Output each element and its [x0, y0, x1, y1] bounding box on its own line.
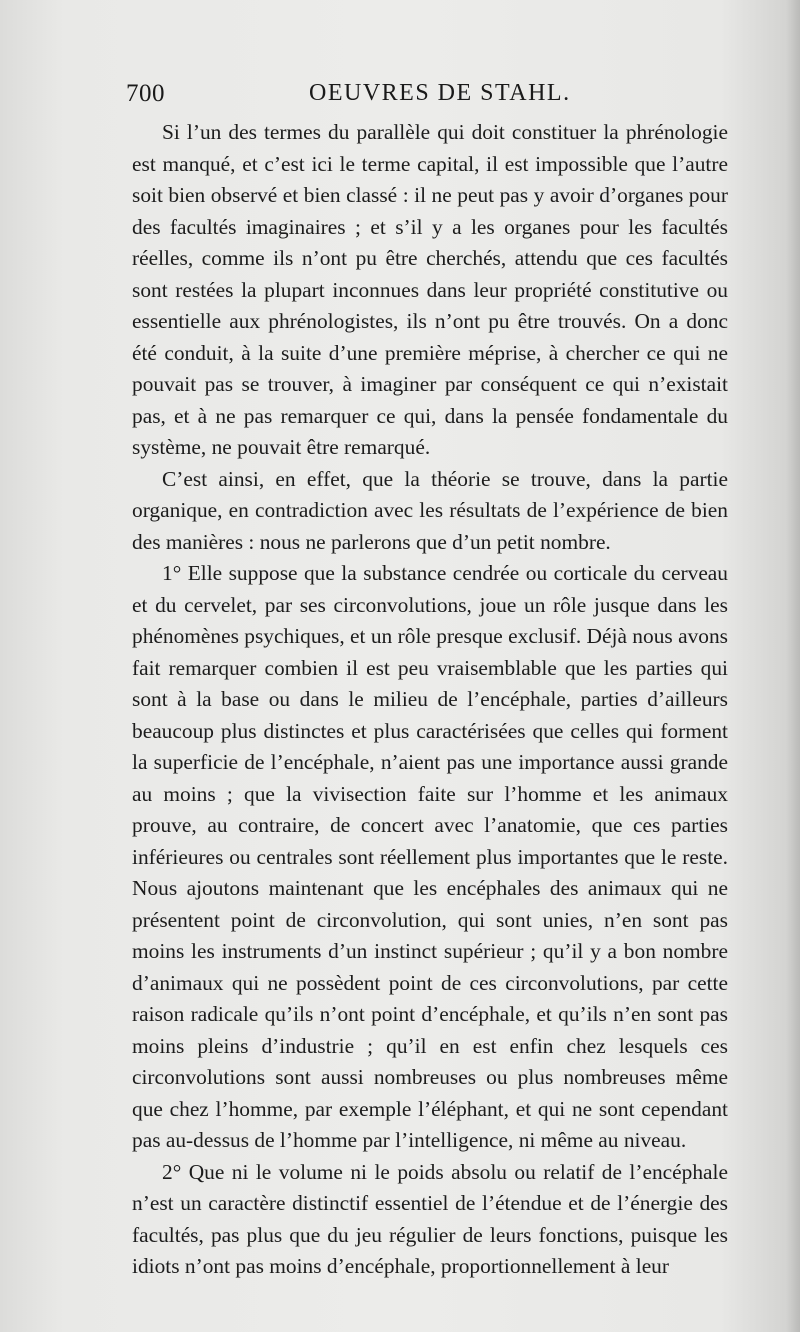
paragraph-1: Si l’un des termes du parallèle qui doit constituer la phrénologie est manqué, et c’est ici le terme capital, il est impossible que l’autre soit bien observé et bien classé : il ne peut pas y avoir d’organes pour des facultés imaginaires ; et s’il y a les organes pour les facultés réelles, comme ils n’ont pu être cherchés, attendu que ces facultés sont restées la plupart inconnues dans leur propriété constitutive ou essentielle aux phrénologistes, ils n’ont pu être trouvés. On a donc été conduit, à la suite d’une première méprise, à chercher ce qui ne pouvait pas se trouver, à imaginer par conséquent ce qui n’existait pas, et à ne pas remarquer ce qui, dans la pensée fondamentale du système, ne pouvait être remarqué.	[132, 120, 728, 459]
paragraph-2: C’est ainsi, en effet, que la théorie se trouve, dans la partie organique, en contradiction avec les résultats de l’expérience de bien des manières : nous ne parlerons que d’un petit nombre.	[132, 466, 728, 554]
page-number: 700	[126, 80, 165, 107]
running-title: OEUVRES DE STAHL.	[309, 80, 571, 106]
page-edge-shadow	[786, 0, 800, 1332]
page-header	[126, 80, 726, 114]
paragraph-3: 1° Elle suppose que la substance cendrée ou corticale du cerveau et du cervelet, par ses circonvolutions, joue un rôle jusque dans les phénomènes psychiques, et un rôle presque exclusif. Déjà nous avons fait remarquer combien il est peu vraisemblable que les parties qui sont à la base ou dans le milieu de l’encéphale, parties d’ailleurs beaucoup plus distinctes et plus caractérisées que celles qui forment la superficie de l’encéphale, n’aient pas une importance aussi grande au moins ; que la vivisection faite sur l’homme et les animaux prouve, au contraire, de concert avec l’anatomie, que ces parties inférieures ou centrales sont réellement plus importantes que le reste. Nous ajoutons maintenant que les encéphales des animaux qui ne présentent point de circonvolution, qui sont unies, n’en sont pas moins les instruments d’un instinct supérieur ; qu’il y a bon nombre d’animaux qui ne possèdent point de ces circonvolutions, par cette raison radicale qu’ils n’ont point d’encéphale, et qu’ils n’en sont pas moins pleins d’industrie ; qu’il en est enfin chez lesquels ces circonvolutions sont aussi nombreuses ou plus nombreuses même que chez l’homme, par exemple l’éléphant, et qui ne sont cependant pas au-dessus de l’homme par l’intelligence, ni même au niveau.	[132, 561, 728, 1152]
paragraph-4: 2° Que ni le volume ni le poids absolu ou relatif de l’encéphale n’est un caractère distinctif essentiel de l’étendue et de l’énergie des facultés, pas plus que du jeu régulier de leurs fonctions, puisque les idiots n’ont pas moins d’encéphale, proportionnellement à leur	[132, 1159, 728, 1278]
body-text	[132, 117, 728, 1283]
